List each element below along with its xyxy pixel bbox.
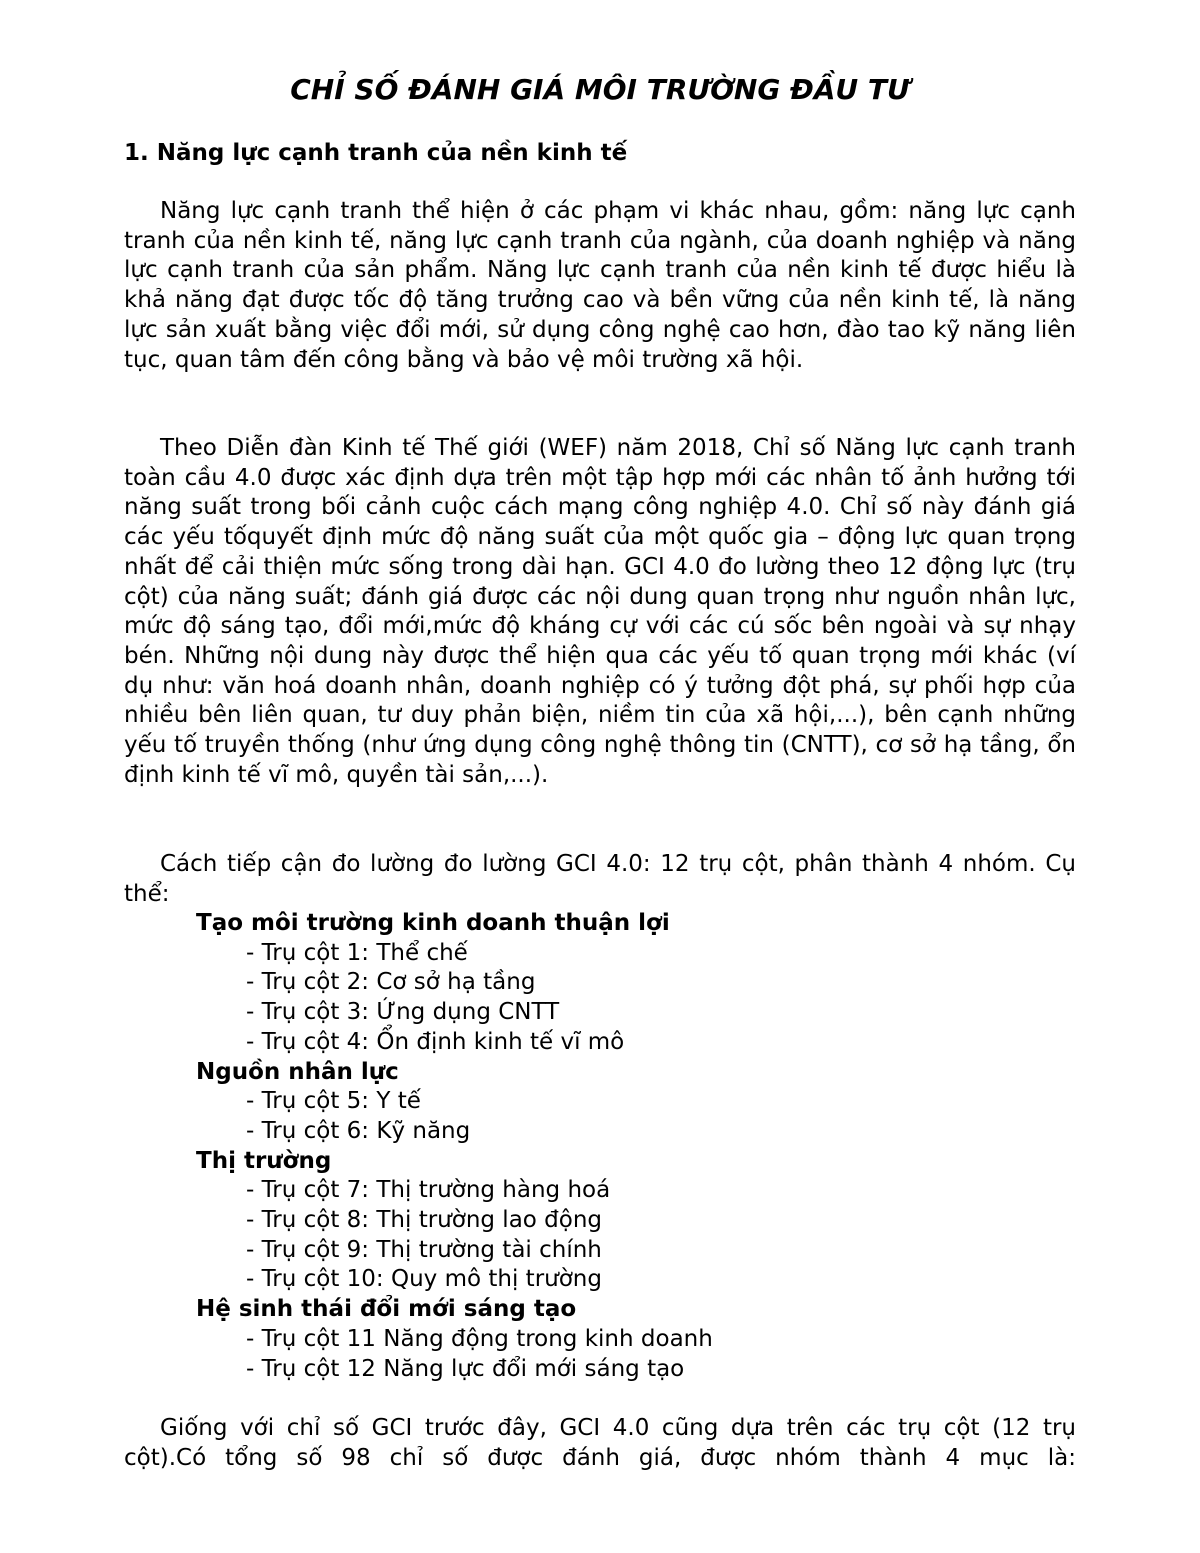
- paragraph-approach: Cách tiếp cận đo lường đo lường GCI 4.0: 12 trụ cột, phân thành 4 nhóm. Cụ thể:: [124, 851, 1076, 907]
- list-item: - Trụ cột 3: Ứng dụng CNTT: [246, 999, 560, 1026]
- list-item: - Trụ cột 11 Năng động trong kinh doanh: [246, 1325, 713, 1352]
- list-item: - Trụ cột 6: Kỹ năng: [246, 1117, 471, 1144]
- pillar-group: [124, 1147, 1076, 1296]
- group-title: Tạo môi trường kinh doanh thuận lợi: [196, 910, 670, 936]
- pillar-group: [124, 909, 1076, 1058]
- list-item: - Trụ cột 5: Y tế: [246, 1088, 421, 1115]
- paragraph-competitiveness: Năng lực cạnh tranh thể hiện ở các phạm vi khác nhau, gồm: năng lực cạnh tranh của nền kinh tế, năng lực cạnh tranh của ngành, của doanh nghiệp và năng lực cạnh tranh của sản phẩm. Năng lực cạnh tranh của nền kinh tế được hiểu là khả năng đạt được tốc độ tăng trưởng cao và bền vững của nền kinh tế, là năng lực sản xuất bằng việc đổi mới, sử dụng công nghệ cao hơn, đào tao kỹ năng liên tục, quan tâm đến công bằng và bảo vệ môi trường xã hội.: [124, 198, 1076, 373]
- paragraph-wef-gci: Theo Diễn đàn Kinh tế Thế giới (WEF) năm 2018, Chỉ số Năng lực cạnh tranh toàn cầu 4.0 được xác định dựa trên một tập hợp mới các nhân tố ảnh hưởng tới năng suất trong bối cảnh cuộc cách mạng công nghiệp 4.0. Chỉ số này đánh giá các yếu tốquyết định mức độ năng suất của một quốc gia – động lực quan trọng nhất để cải thiện mức sống trong dài hạn. GCI 4.0 đo lường theo 12 động lực (trụ cột) của năng suất; đánh giá được các nội dung quan trọng như nguồn nhân lực, mức độ sáng tạo, đổi mới,mức độ kháng cự với các cú sốc bên ngoài và sự nhạy bén. Những nội dung này được thể hiện qua các yếu tố quan trọng mới khác (ví dụ như: văn hoá doanh nhân, doanh nghiệp có ý tưởng đột phá, sự phối hợp của nhiều bên liên quan, tư duy phản biện, niềm tin của xã hội,...), bên cạnh những yếu tố truyền thống (như ứng dụng công nghệ thông tin (CNTT), cơ sở hạ tầng, ổn định kinh tế vĩ mô, quyền tài sản,...).: [124, 435, 1076, 788]
- list-item: - Trụ cột 8: Thị trường lao động: [246, 1207, 603, 1234]
- list-item: - Trụ cột 10: Quy mô thị trường: [246, 1266, 602, 1293]
- group-title: Hệ sinh thái đổi mới sáng tạo: [196, 1296, 577, 1323]
- list-item: - Trụ cột 9: Thị trường tài chính: [246, 1236, 602, 1263]
- group-title: Thị trường: [196, 1147, 332, 1174]
- group-title: Nguồn nhân lực: [196, 1058, 399, 1085]
- list-item: - Trụ cột 4: Ổn định kinh tế vĩ mô: [246, 1028, 625, 1055]
- pillar-group: [124, 1295, 1076, 1384]
- list-item: - Trụ cột 12 Năng lực đổi mới sáng tạo: [246, 1355, 685, 1382]
- section-heading: 1. Năng lực cạnh tranh của nền kinh tế: [124, 140, 628, 166]
- list-item: - Trụ cột 7: Thị trường hàng hoá: [246, 1177, 611, 1204]
- list-item: - Trụ cột 1: Thể chế: [246, 939, 468, 966]
- pillar-groups-list: [124, 909, 1076, 1384]
- pillar-group: [124, 1058, 1076, 1147]
- document-title: CHỈ SỐ ĐÁNH GIÁ MÔI TRƯỜNG ĐẦU TƯ: [290, 73, 910, 106]
- list-item: - Trụ cột 2: Cơ sở hạ tầng: [246, 969, 536, 996]
- paragraph-gci-indicators: Giống với chỉ số GCI trước đây, GCI 4.0 cũng dựa trên các trụ cột (12 trụ cột).Có tổng số 98 chỉ số được đánh giá, được nhóm thành 4 mục là:: [124, 1415, 1076, 1471]
